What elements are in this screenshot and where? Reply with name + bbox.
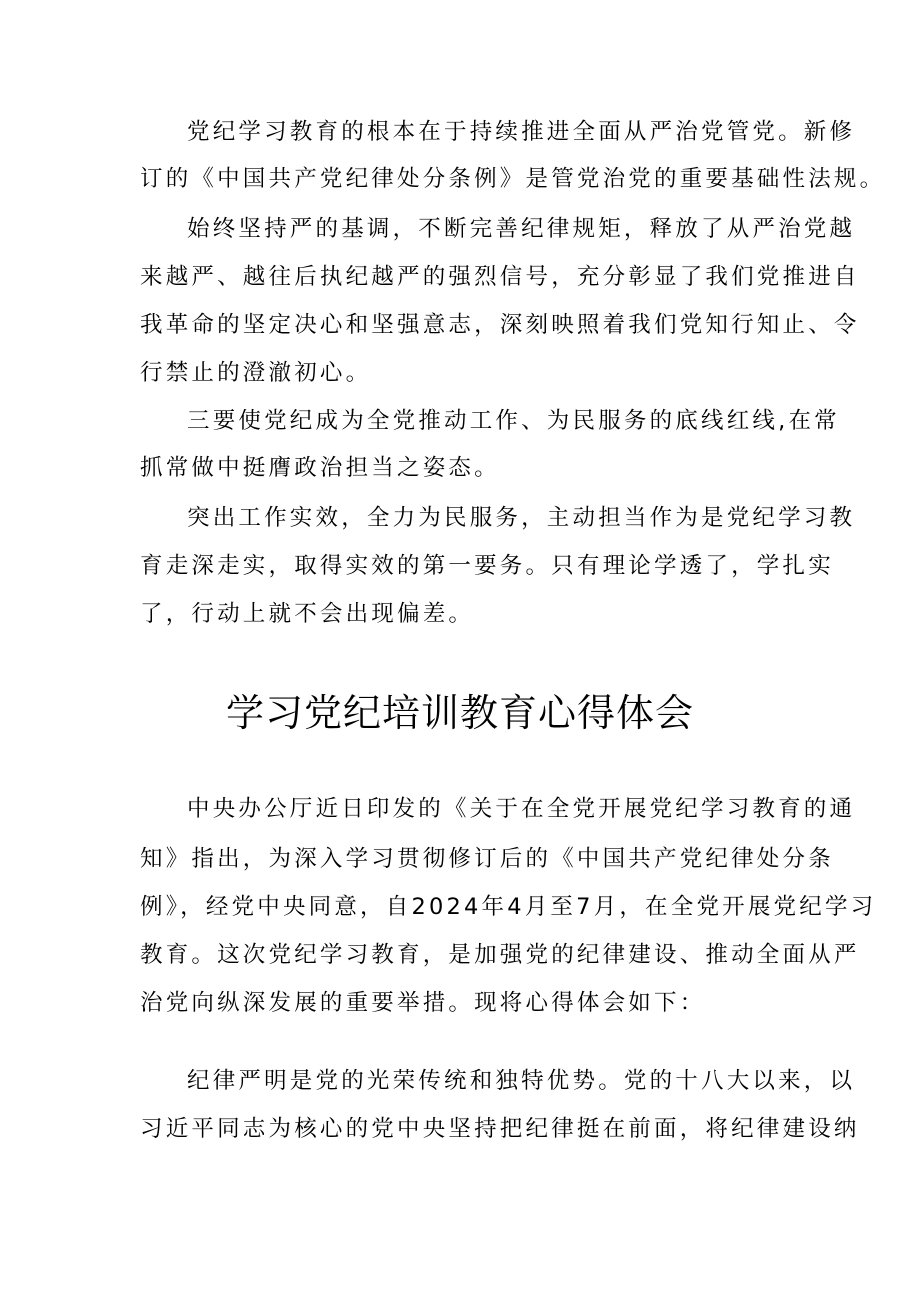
text-line: 中央办公厅近日印发的《关于在全党开展党纪学习教育的通 — [187, 796, 856, 822]
text-line: 治党向纵深发展的重要举措。现将心得体会如下： — [140, 990, 706, 1016]
text-line: 来越严、越往后执纪越严的强烈信号，充分彰显了我们党推进自 — [140, 264, 860, 290]
text-line: 我革命的坚定决心和坚强意志，深刻映照着我们党知行知止、令 — [140, 312, 860, 338]
text-line: 育走深走实，取得实效的第一要务。只有理论学透了，学扎实 — [140, 553, 834, 579]
text-line: 三要使党纪成为全党推动工作、为民服务的底线红线,在常 — [187, 408, 840, 434]
text-line: 党纪学习教育的根本在于持续推进全面从严治党管党。新修 — [187, 119, 856, 145]
text-line: 订的《中国共产党纪律处分条例》是管党治党的重要基础性法规。 — [140, 166, 886, 192]
text-line: 纪律严明是党的光荣传统和独特优势。党的十八大以来，以 — [187, 1068, 856, 1094]
text-line: 知》指出，为深入学习贯彻修订后的《中国共产党纪律处分条 — [140, 846, 834, 872]
text-line: 习近平同志为核心的党中央坚持把纪律挺在前面，将纪律建设纳 — [140, 1116, 860, 1142]
text-line: 了，行动上就不会出现偏差。 — [140, 601, 475, 627]
text-line: 始终坚持严的基调，不断完善纪律规矩，释放了从严治党越 — [187, 216, 856, 242]
text-line: 例》，经党中央同意，自2024年4月至7月，在全党开展党纪学习 — [140, 894, 877, 920]
document-title: 学习党纪培训教育心得体会 — [225, 691, 694, 735]
text-line: 抓常做中挺膺政治担当之姿态。 — [140, 455, 500, 481]
text-line: 行禁止的澄澈初心。 — [140, 360, 372, 386]
text-line: 教育。这次党纪学习教育，是加强党的纪律建设、推动全面从严 — [140, 942, 860, 968]
text-line: 突出工作实效，全力为民服务，主动担当作为是党纪学习教 — [187, 505, 856, 531]
